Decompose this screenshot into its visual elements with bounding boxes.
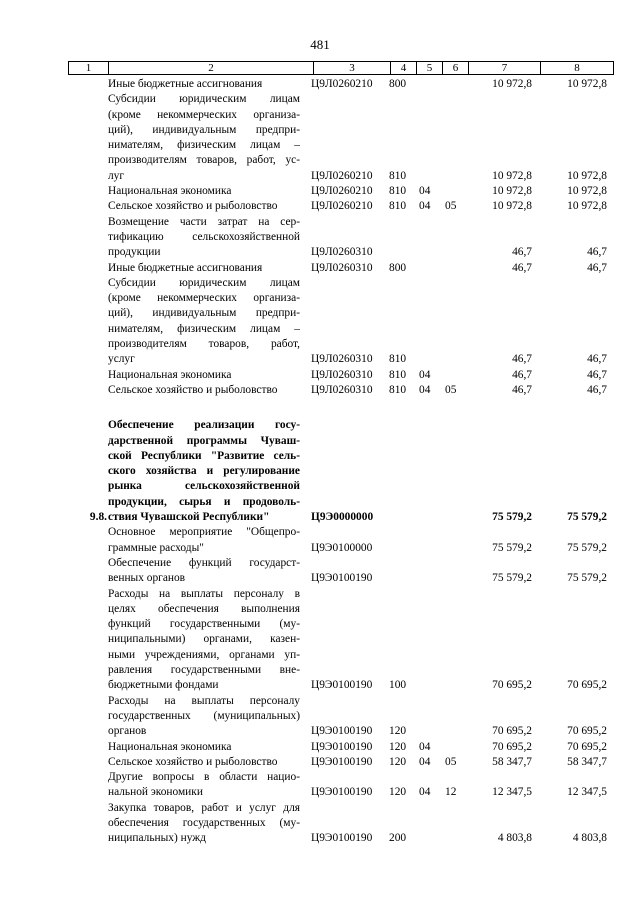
amount-col-8: 75 579,2 xyxy=(567,541,607,554)
description-line: Сельское хозяйство и рыболовство xyxy=(108,383,278,396)
target-article-code: Ц9Э0100190 xyxy=(311,572,373,585)
amount-col-8: 46,7 xyxy=(587,261,607,274)
description-line: услуг xyxy=(108,353,135,366)
amount-col-7: 10 972,8 xyxy=(492,78,532,90)
header-col-7: 7 xyxy=(469,62,541,74)
description-line: Расходы на выплаты персоналу в xyxy=(108,587,300,600)
amount-col-7: 46,7 xyxy=(512,383,532,396)
subsection-code: 05 xyxy=(445,755,457,768)
table-body xyxy=(68,77,614,847)
amount-col-8: 10 972,8 xyxy=(567,185,607,198)
amount-col-8: 10 972,8 xyxy=(567,78,607,90)
target-article-code: Ц9Л0260310 xyxy=(311,353,373,366)
description-line: (кроме некоммерческих организа- xyxy=(108,292,300,305)
subsection-code: 05 xyxy=(445,200,457,213)
header-col-6: 6 xyxy=(443,62,469,74)
amount-col-7: 10 972,8 xyxy=(492,200,532,213)
expense-type: 200 xyxy=(389,832,407,845)
description-line: ствия Чувашской Республики" xyxy=(108,511,270,524)
table-row xyxy=(68,77,614,92)
table-header xyxy=(68,61,614,75)
description-line: Другие вопросы в области нацио- xyxy=(108,771,300,784)
table-row xyxy=(68,215,614,261)
description-line: Основное мероприятие "Общепро- xyxy=(108,526,300,539)
expense-type: 810 xyxy=(389,200,407,213)
section-code: 04 xyxy=(419,755,431,768)
table-row xyxy=(68,694,614,740)
target-article-code: Ц9Э0100190 xyxy=(311,832,373,845)
description-line: функций государственными (му- xyxy=(108,618,300,631)
subsection-code: 12 xyxy=(445,786,457,799)
section-code: 04 xyxy=(419,185,431,198)
amount-col-7: 46,7 xyxy=(512,368,532,381)
target-article-code: Ц9Л0260310 xyxy=(311,246,373,259)
header-col-3: 3 xyxy=(314,62,391,74)
description-line: обеспечения государственных (му- xyxy=(108,817,300,830)
target-article-code: Ц9Л0260210 xyxy=(311,78,373,90)
expense-type: 120 xyxy=(389,755,407,768)
table-row xyxy=(68,740,614,755)
table-row xyxy=(68,770,614,801)
amount-col-8: 46,7 xyxy=(587,246,607,259)
row-description xyxy=(108,418,300,525)
row-description xyxy=(108,556,300,587)
row-description xyxy=(108,383,300,398)
target-article-code: Ц9Л0260210 xyxy=(311,200,373,213)
table-row xyxy=(68,587,614,694)
amount-col-7: 4 803,8 xyxy=(497,832,532,845)
row-description xyxy=(108,261,300,276)
description-line: дарственной программы Чуваш- xyxy=(108,434,300,447)
description-line: Сельское хозяйство и рыболовство xyxy=(108,755,278,768)
table-row xyxy=(68,368,614,383)
row-description xyxy=(108,92,300,184)
target-article-code: Ц9Э0100190 xyxy=(311,755,373,768)
amount-col-8: 70 695,2 xyxy=(567,740,607,753)
amount-col-8: 46,7 xyxy=(587,353,607,366)
amount-col-7: 70 695,2 xyxy=(492,679,532,692)
table-row xyxy=(68,199,614,214)
header-col-8: 8 xyxy=(574,62,580,74)
amount-col-8: 75 579,2 xyxy=(567,572,607,585)
amount-col-7: 46,7 xyxy=(512,261,532,274)
header-col-5: 5 xyxy=(417,62,443,74)
description-line: рынка сельскохозяйственной xyxy=(108,480,300,493)
expense-type: 800 xyxy=(389,78,407,90)
description-line: Национальная экономика xyxy=(108,740,232,753)
amount-col-7: 10 972,8 xyxy=(492,169,532,182)
table-row xyxy=(68,418,614,525)
amount-col-7: 12 347,5 xyxy=(492,786,532,799)
row-description xyxy=(108,77,300,92)
amount-col-7: 46,7 xyxy=(512,353,532,366)
expense-type: 810 xyxy=(389,383,407,396)
amount-col-8: 46,7 xyxy=(587,383,607,396)
description-line: (кроме некоммерческих организа- xyxy=(108,108,300,121)
expense-type: 810 xyxy=(389,368,407,381)
description-line: венных органов xyxy=(108,572,186,585)
row-number: 9.8. xyxy=(89,511,107,524)
row-description xyxy=(108,215,300,261)
row-description xyxy=(108,184,300,199)
description-line: Обеспечение функций государст- xyxy=(108,556,300,569)
amount-col-8: 4 803,8 xyxy=(572,832,607,845)
target-article-code: Ц9Э0000000 xyxy=(311,511,374,524)
description-line: ского хозяйства и регулирование xyxy=(108,465,300,478)
description-line: ниципальных) нужд xyxy=(108,832,206,845)
expense-type: 810 xyxy=(389,169,407,182)
row-description xyxy=(108,770,300,801)
description-line: ными учреждениями, органами уп- xyxy=(108,648,300,661)
target-article-code: Ц9Л0260310 xyxy=(311,383,373,396)
amount-col-8: 10 972,8 xyxy=(567,169,607,182)
target-article-code: Ц9Л0260310 xyxy=(311,261,373,274)
description-line: ниципальными) органами, казен- xyxy=(108,633,300,646)
description-line: Субсидии юридическим лицам xyxy=(108,93,300,106)
description-line: луг xyxy=(108,169,125,182)
amount-col-7: 75 579,2 xyxy=(492,572,532,585)
expense-type: 100 xyxy=(389,679,407,692)
description-line: нальной экономики xyxy=(108,786,203,799)
header-col-1: 1 xyxy=(69,62,109,74)
amount-col-7: 70 695,2 xyxy=(492,740,532,753)
description-line: Субсидии юридическим лицам xyxy=(108,276,300,289)
row-description xyxy=(108,740,300,755)
amount-col-8: 75 579,2 xyxy=(567,511,607,524)
description-line: Национальная экономика xyxy=(108,368,232,381)
amount-col-7: 75 579,2 xyxy=(492,511,532,524)
description-line: Возмещение части затрат на сер- xyxy=(108,215,300,228)
description-line: продукции xyxy=(108,246,161,259)
description-line: бюджетными фондами xyxy=(108,679,219,692)
table-row xyxy=(68,556,614,587)
header-col-4: 4 xyxy=(391,62,417,74)
table-row xyxy=(68,261,614,276)
expense-type: 120 xyxy=(389,725,407,738)
page-number: 481 xyxy=(310,37,330,52)
row-description xyxy=(108,199,300,214)
description-line: государственных (муниципальных) xyxy=(108,709,300,722)
description-line: Иные бюджетные ассигнования xyxy=(108,78,263,90)
section-code: 04 xyxy=(419,740,431,753)
target-article-code: Ц9Э0100190 xyxy=(311,740,373,753)
target-article-code: Ц9Л0260210 xyxy=(311,185,373,198)
description-line: ций), индивидуальным предпри- xyxy=(108,123,300,136)
section-code: 04 xyxy=(419,200,431,213)
table-row xyxy=(68,92,614,184)
target-article-code: Ц9Л0260210 xyxy=(311,169,373,182)
description-line: целях обеспечения выполнения xyxy=(108,602,300,615)
target-article-code: Ц9Л0260310 xyxy=(311,368,373,381)
expense-type: 800 xyxy=(389,261,407,274)
target-article-code: Ц9Э0100000 xyxy=(311,541,373,554)
expense-type: 120 xyxy=(389,740,407,753)
description-line: Закупка товаров, работ и услуг для xyxy=(108,801,300,814)
row-description xyxy=(108,525,300,556)
description-line: ской Республики "Развитие сель- xyxy=(108,449,300,462)
description-line: Национальная экономика xyxy=(108,185,232,198)
description-line: производителям товаров, работ, ус- xyxy=(108,154,300,167)
description-line: нимателям, физическим лицам – xyxy=(108,139,300,152)
description-line: граммные расходы" xyxy=(108,541,204,554)
target-article-code: Ц9Э0100190 xyxy=(311,725,373,738)
amount-col-7: 70 695,2 xyxy=(492,725,532,738)
amount-col-8: 46,7 xyxy=(587,368,607,381)
amount-col-8: 12 347,5 xyxy=(567,786,607,799)
row-description xyxy=(108,801,300,847)
amount-col-7: 10 972,8 xyxy=(492,185,532,198)
description-line: ций), индивидуальным предпри- xyxy=(108,307,300,320)
section-code: 04 xyxy=(419,786,431,799)
header-col-2: 2 xyxy=(109,62,314,74)
amount-col-8: 70 695,2 xyxy=(567,679,607,692)
description-line: тификацию сельскохозяйственной xyxy=(108,230,300,243)
description-line: Сельское хозяйство и рыболовство xyxy=(108,200,278,213)
row-description xyxy=(108,755,300,770)
table-row xyxy=(68,184,614,199)
subsection-code: 05 xyxy=(445,383,457,396)
expense-type: 810 xyxy=(389,185,407,198)
description-line: производителям товаров, работ, xyxy=(108,338,300,351)
amount-col-7: 46,7 xyxy=(512,246,532,259)
description-line: равления государственными вне- xyxy=(108,664,300,677)
description-line: органов xyxy=(108,725,147,738)
amount-col-8: 10 972,8 xyxy=(567,200,607,213)
amount-col-7: 75 579,2 xyxy=(492,541,532,554)
description-line: продукции, сырья и продоволь- xyxy=(108,495,300,508)
description-line: нимателям, физическим лицам – xyxy=(108,322,300,335)
amount-col-8: 70 695,2 xyxy=(567,725,607,738)
table-row xyxy=(68,383,614,398)
table-row xyxy=(68,755,614,770)
target-article-code: Ц9Э0100190 xyxy=(311,679,373,692)
row-description xyxy=(108,276,300,368)
section-code: 04 xyxy=(419,383,431,396)
description-line: Обеспечение реализации госу- xyxy=(108,419,300,432)
target-article-code: Ц9Э0100190 xyxy=(311,786,373,799)
row-description xyxy=(108,587,300,694)
row-description xyxy=(108,694,300,740)
amount-col-7: 58 347,7 xyxy=(492,755,532,768)
table-row xyxy=(68,525,614,556)
section-code: 04 xyxy=(419,368,431,381)
amount-col-8: 58 347,7 xyxy=(567,755,607,768)
table-row xyxy=(68,276,614,368)
description-line: Расходы на выплаты персоналу xyxy=(108,694,300,707)
description-line: Иные бюджетные ассигнования xyxy=(108,261,263,274)
expense-type: 120 xyxy=(389,786,407,799)
table-row xyxy=(68,801,614,847)
expense-type: 810 xyxy=(389,353,407,366)
row-description xyxy=(108,368,300,383)
